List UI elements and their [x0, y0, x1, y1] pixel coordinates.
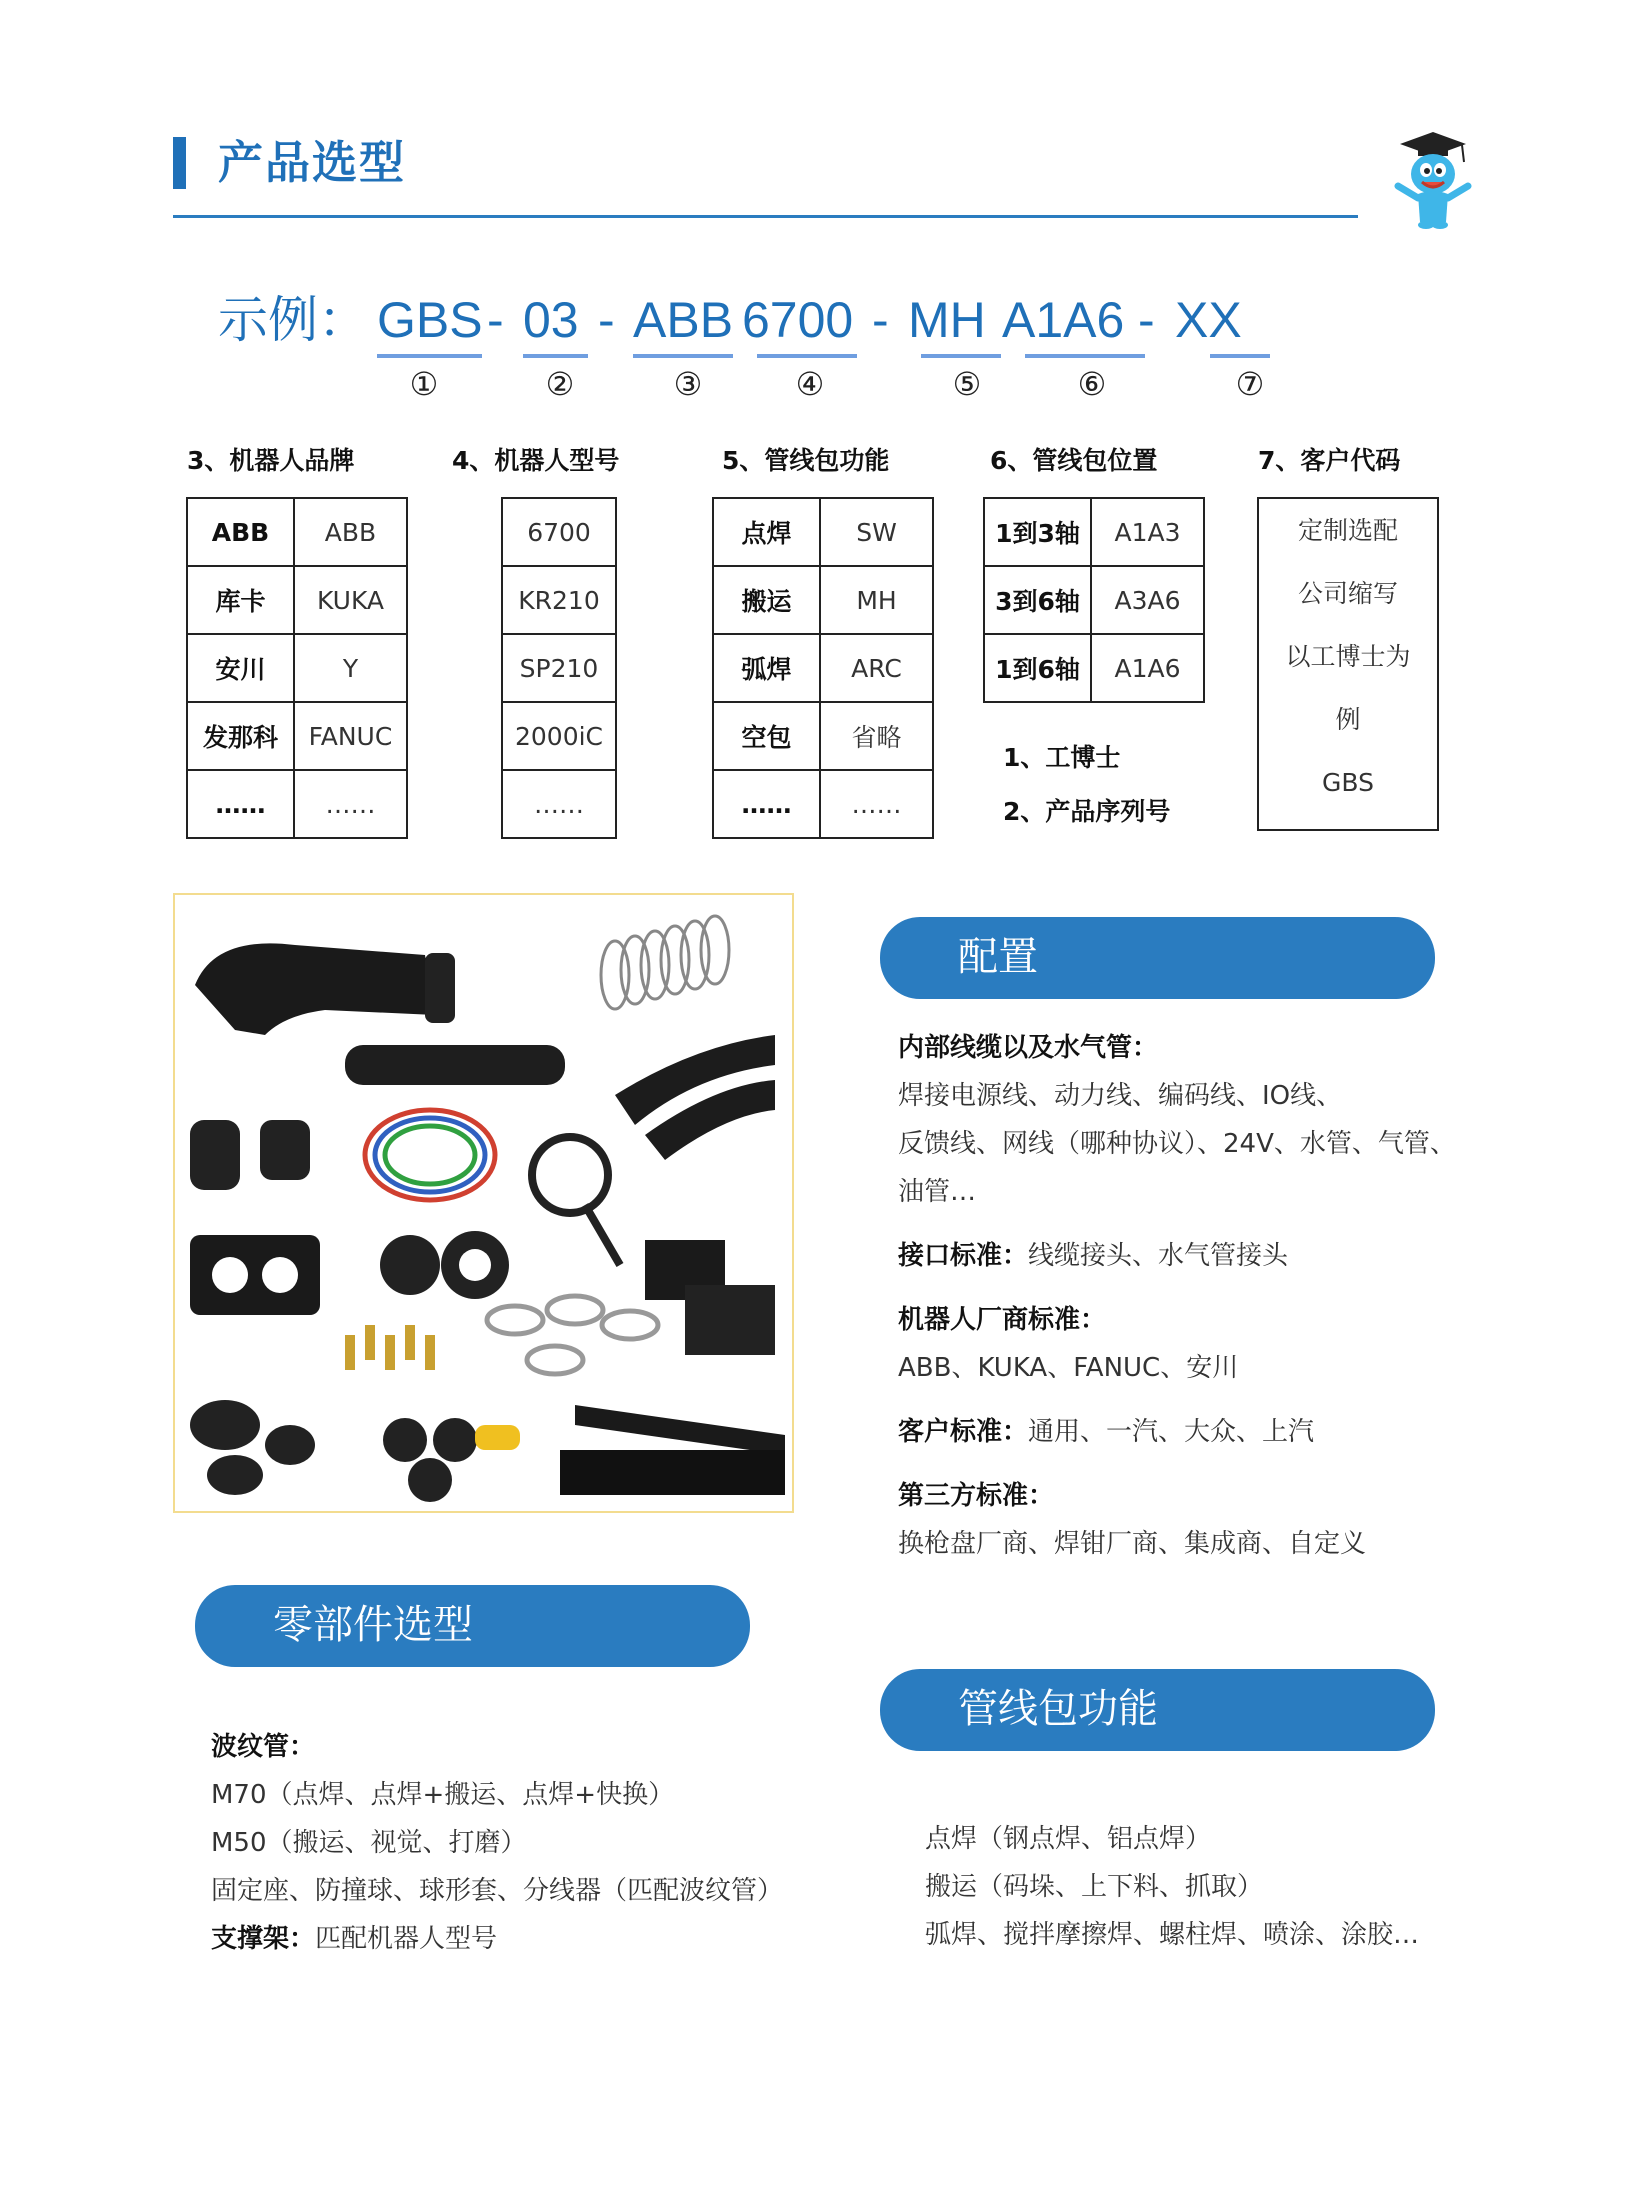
table-cell: 省略 — [820, 702, 933, 770]
config-line: 焊接电源线、动力线、编码线、IO线、 — [898, 1081, 1343, 1111]
table-cell: A1A3 — [1091, 498, 1204, 566]
config-line: 油管… — [898, 1177, 977, 1207]
table-cell: …… — [187, 770, 294, 838]
table-cell: 发那科 — [187, 702, 294, 770]
code-separator: - — [872, 292, 889, 348]
functions-title: 5、管线包功能 — [722, 446, 890, 475]
title-accent-bar — [173, 137, 186, 189]
underline-6 — [1025, 354, 1145, 358]
table-cell: 安川 — [187, 634, 294, 702]
code-separator: - — [1138, 292, 1155, 348]
page-title: 产品选型 — [218, 136, 407, 189]
table-cell: 点焊 — [713, 498, 820, 566]
table-cell: ABB — [187, 498, 294, 566]
config-title: 配置 — [958, 934, 1038, 980]
function-line: 点焊（钢点焊、铝点焊） — [925, 1824, 1212, 1854]
parts-photo — [173, 893, 794, 1513]
positions-table — [983, 497, 1205, 703]
code-part-position: A1A6 — [1002, 292, 1125, 348]
table-row — [502, 498, 616, 566]
config-heading: 客户标准： — [898, 1417, 1029, 1447]
config-value: 线缆接头、水气管接头 — [1028, 1241, 1289, 1271]
table-row — [502, 634, 616, 702]
table-cell: Y — [294, 634, 407, 702]
functions-table — [712, 497, 934, 839]
table-cell: …… — [502, 770, 616, 838]
customer-line: 公司缩写 — [1297, 579, 1398, 608]
marker-3: ③ — [673, 365, 703, 403]
table-cell: ARC — [820, 634, 933, 702]
table-cell: A3A6 — [1091, 566, 1204, 634]
config-block — [898, 1024, 1456, 1568]
function-block — [925, 1815, 1419, 1959]
marker-1: ① — [409, 365, 439, 403]
config-heading: 内部线缆以及水气管： — [898, 1033, 1159, 1063]
code-separator: - — [487, 292, 504, 348]
table-row — [187, 770, 407, 838]
underline-7 — [1210, 354, 1270, 358]
function-line: 搬运（码垛、上下料、抓取） — [925, 1872, 1264, 1902]
table-row — [713, 634, 933, 702]
config-heading: 机器人厂商标准： — [898, 1305, 1107, 1335]
function-header — [880, 1669, 1435, 1751]
note-serial: 2、产品序列号 — [1003, 797, 1171, 826]
table-cell: …… — [713, 770, 820, 838]
header-divider — [173, 215, 1358, 218]
table-row — [984, 566, 1204, 634]
parts-line: M70（点焊、点焊+搬运、点焊+快换） — [211, 1780, 675, 1810]
table-cell: KR210 — [502, 566, 616, 634]
table-row — [502, 566, 616, 634]
function-line: 弧焊、搅拌摩擦焊、螺柱焊、喷涂、涂胶… — [925, 1920, 1420, 1950]
code-part-serial: 03 — [523, 292, 579, 348]
table-cell: A1A6 — [1091, 634, 1204, 702]
table-cell: 6700 — [502, 498, 616, 566]
underline-5 — [921, 354, 1001, 358]
table-cell: KUKA — [294, 566, 407, 634]
parts-heading: 支撑架： — [211, 1924, 316, 1954]
note-company: 1、工博士 — [1003, 743, 1121, 772]
table-row — [713, 702, 933, 770]
models-table — [501, 497, 617, 839]
parts-line: 固定座、防撞球、球形套、分线器（匹配波纹管） — [211, 1876, 784, 1906]
mascot-logo — [1388, 130, 1478, 230]
table-cell: SW — [820, 498, 933, 566]
table-cell: …… — [294, 770, 407, 838]
function-title: 管线包功能 — [958, 1686, 1158, 1732]
table-row — [187, 498, 407, 566]
parts-line: M50（搬运、视觉、打磨） — [211, 1828, 527, 1858]
table-row — [984, 634, 1204, 702]
customer-line: 定制选配 — [1297, 516, 1398, 545]
underline-2 — [523, 354, 588, 358]
parts-heading: 波纹管： — [211, 1732, 316, 1762]
config-line: 反馈线、网线（哪种协议）、24V、水管、气管、 — [898, 1129, 1456, 1159]
parts-header — [195, 1585, 750, 1667]
marker-6: ⑥ — [1077, 365, 1107, 403]
marker-2: ② — [545, 365, 575, 403]
underline-3 — [633, 354, 733, 358]
table-cell: 搬运 — [713, 566, 820, 634]
customer-line: 例 — [1335, 705, 1361, 734]
table-row — [187, 634, 407, 702]
code-part-brand: ABB — [633, 292, 734, 348]
customer-title: 7、客户代码 — [1258, 446, 1401, 475]
models-title: 4、机器人型号 — [452, 446, 620, 475]
underline-1 — [377, 354, 482, 358]
marker-5: ⑤ — [952, 365, 982, 403]
table-row — [713, 566, 933, 634]
config-header — [880, 917, 1435, 999]
marker-7: ⑦ — [1235, 365, 1265, 403]
code-part-function: MH — [908, 292, 986, 348]
parts-title: 零部件选型 — [273, 1602, 473, 1648]
parts-value: 匹配机器人型号 — [315, 1924, 498, 1954]
brands-table — [186, 497, 408, 839]
table-cell: 2000iC — [502, 702, 616, 770]
config-line: ABB、KUKA、FANUC、安川 — [898, 1353, 1239, 1383]
customer-line: 以工博士为 — [1285, 642, 1411, 671]
table-row — [502, 770, 616, 838]
code-separator: - — [598, 292, 615, 348]
parts-block — [211, 1723, 783, 1963]
table-cell: 1到3轴 — [984, 498, 1091, 566]
example-label: 示例： — [218, 291, 368, 349]
code-part-customer: XX — [1175, 292, 1242, 348]
config-value: 通用、一汽、大众、上汽 — [1028, 1417, 1315, 1447]
table-cell: ABB — [294, 498, 407, 566]
table-cell: MH — [820, 566, 933, 634]
table-cell: …… — [820, 770, 933, 838]
brands-title: 3、机器人品牌 — [187, 446, 355, 475]
table-row — [187, 702, 407, 770]
customer-code-box — [1257, 497, 1439, 831]
config-heading: 接口标准： — [898, 1241, 1029, 1271]
table-cell: 弧焊 — [713, 634, 820, 702]
underline-4 — [757, 354, 857, 358]
table-row — [713, 498, 933, 566]
table-cell: 库卡 — [187, 566, 294, 634]
table-row — [187, 566, 407, 634]
code-part-model: 6700 — [742, 292, 854, 348]
table-row — [713, 770, 933, 838]
config-heading: 第三方标准： — [898, 1481, 1055, 1511]
customer-line: GBS — [1322, 768, 1374, 797]
table-cell: 1到6轴 — [984, 634, 1091, 702]
marker-4: ④ — [795, 365, 825, 403]
code-part-company: GBS — [377, 292, 483, 348]
table-row — [984, 498, 1204, 566]
table-cell: SP210 — [502, 634, 616, 702]
config-line: 换枪盘厂商、焊钳厂商、集成商、自定义 — [898, 1529, 1367, 1559]
table-cell: 3到6轴 — [984, 566, 1091, 634]
table-cell: FANUC — [294, 702, 407, 770]
table-row — [502, 702, 616, 770]
table-cell: 空包 — [713, 702, 820, 770]
positions-title: 6、管线包位置 — [990, 446, 1158, 475]
